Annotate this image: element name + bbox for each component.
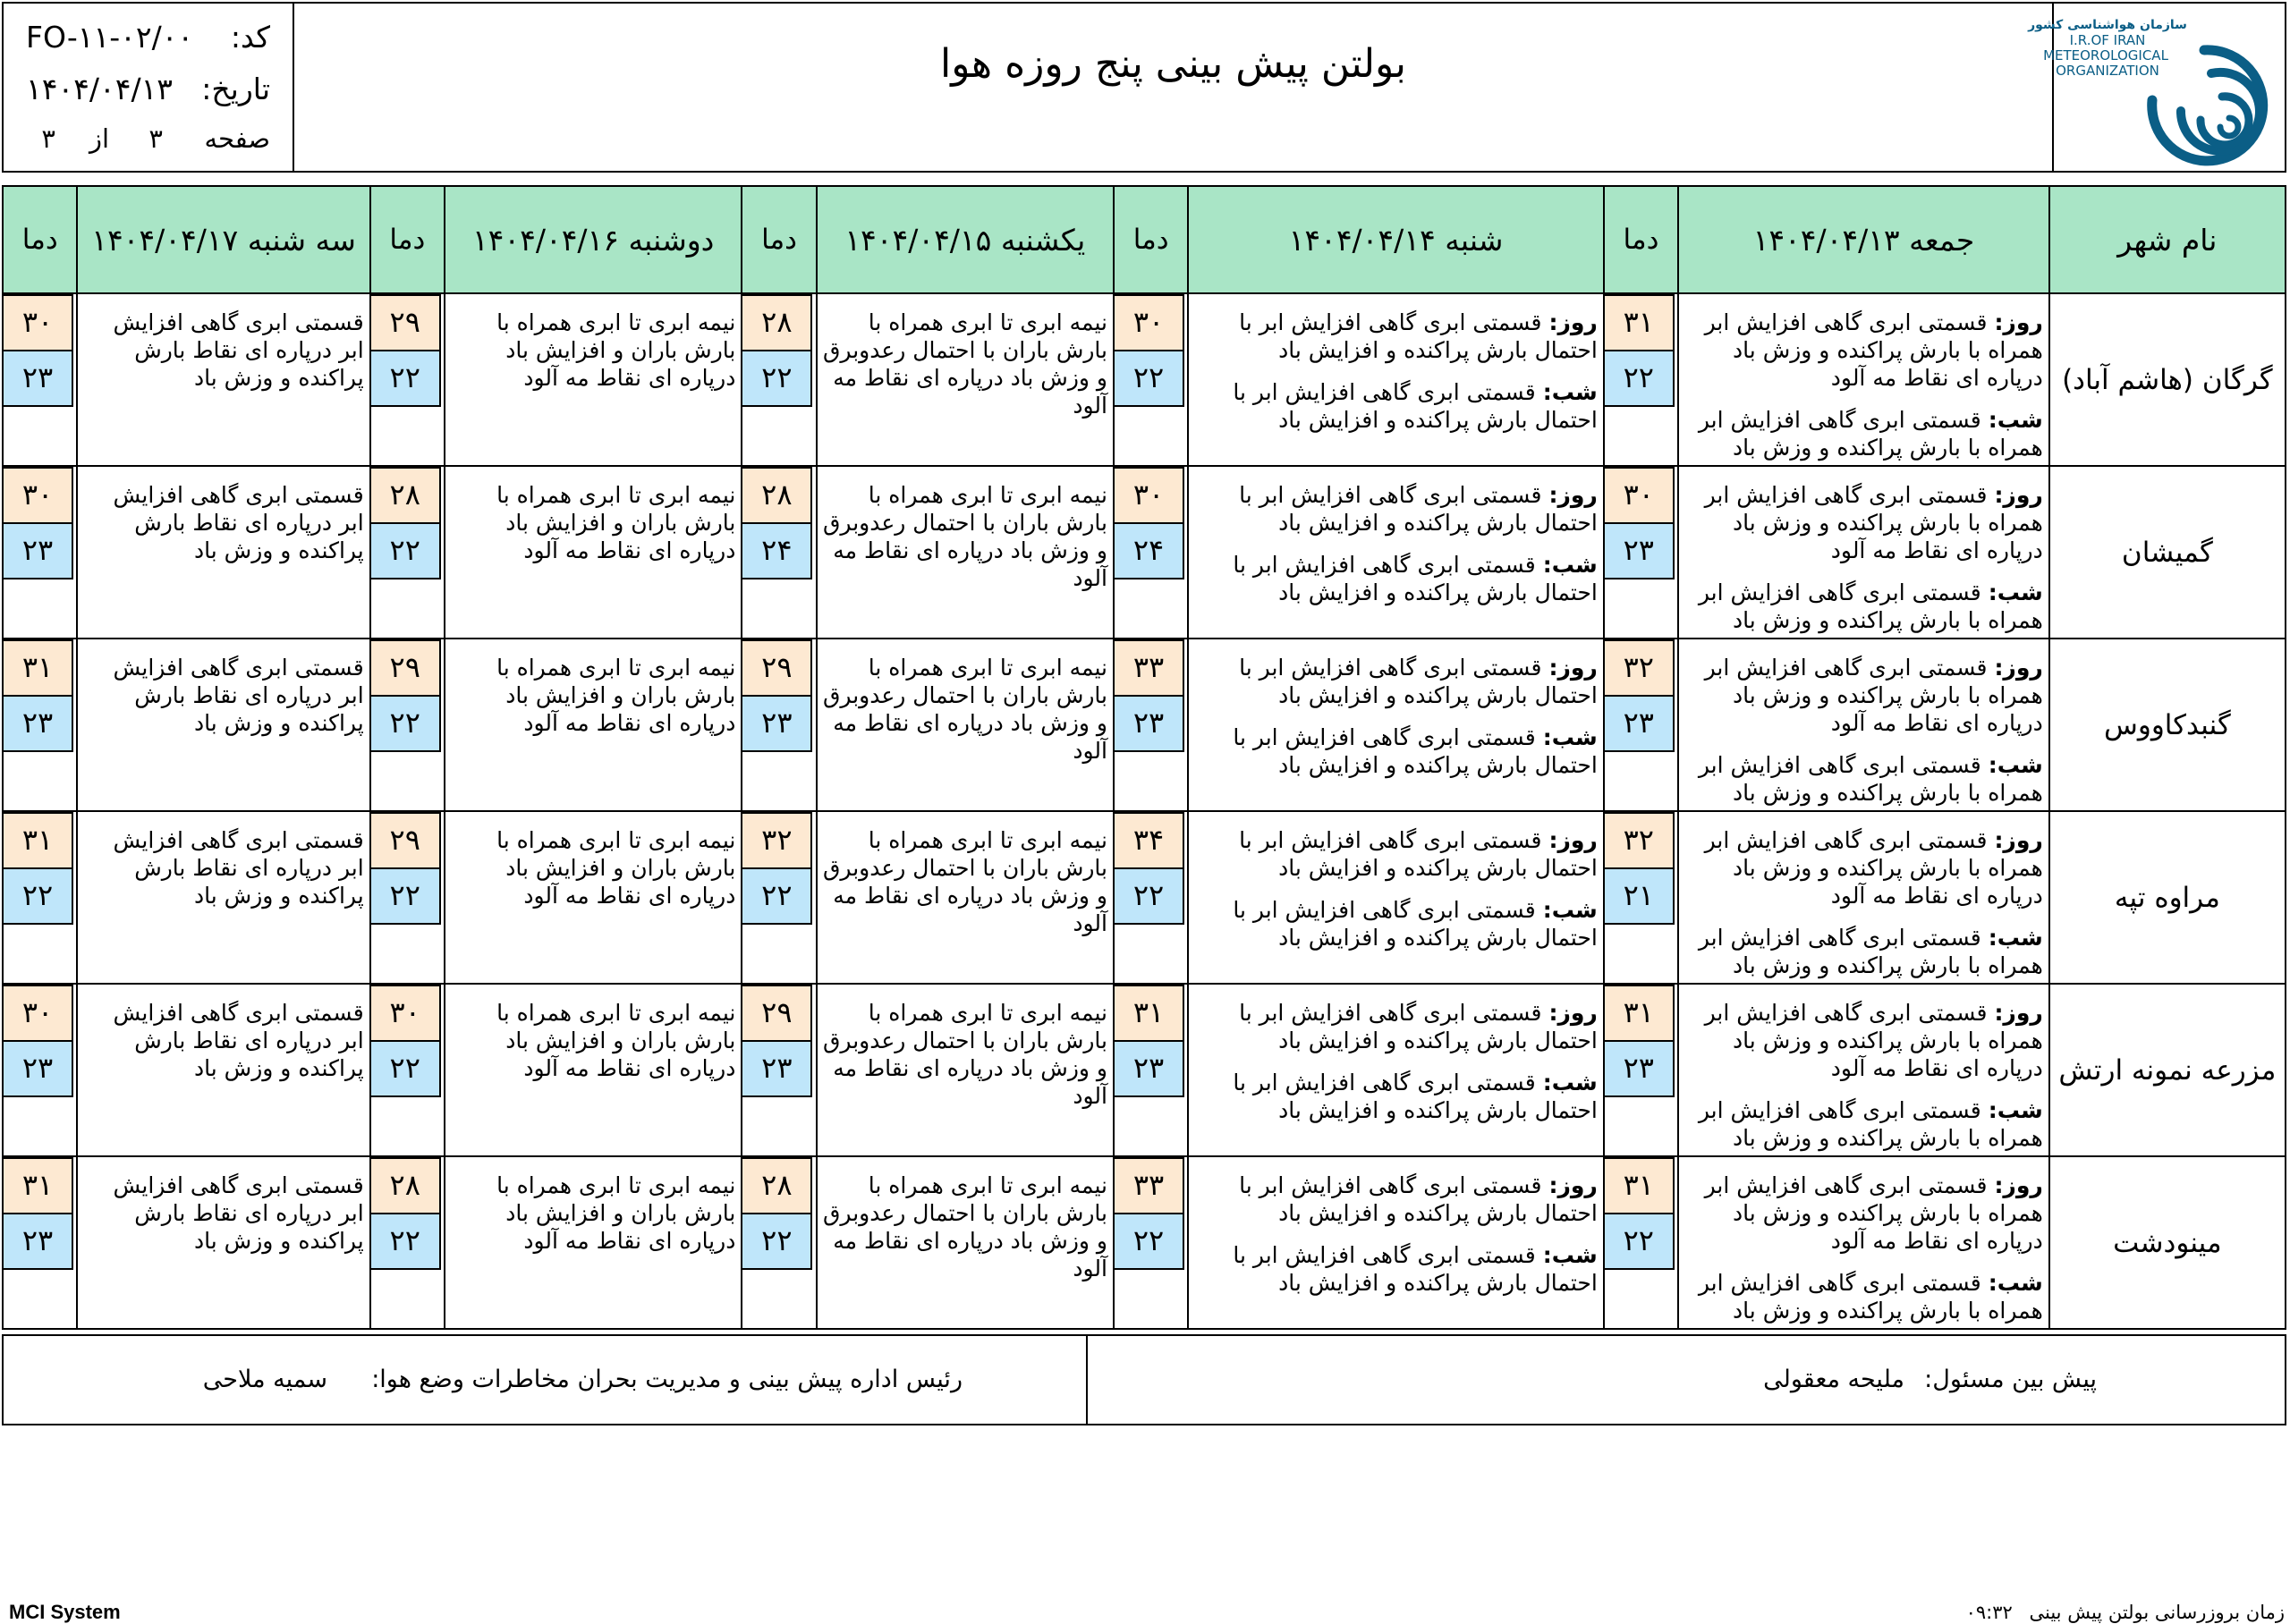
temp-cell xyxy=(742,811,816,984)
signature-block xyxy=(2,1334,2286,1425)
forecast-cell xyxy=(1678,466,2049,639)
max-temp: ۳۰ xyxy=(1603,467,1675,524)
temp-cell xyxy=(1604,466,1678,639)
day-forecast xyxy=(1194,654,1597,709)
table-header xyxy=(3,186,2286,293)
day-text: قسمتی ابری گاهی افزایش ابر با احتمال بارش پراکنده و افزایش باد xyxy=(1239,1000,1598,1053)
city-name: مزرعه نمونه ارتش xyxy=(2049,984,2286,1156)
min-temp: ۲۲ xyxy=(369,1040,441,1097)
day-text: قسمتی ابری گاهی افزایش ابر با احتمال بارش پراکنده و افزایش باد xyxy=(1239,827,1598,881)
day-forecast xyxy=(1684,1171,2043,1255)
temp-cell xyxy=(370,293,445,466)
max-temp: ۲۹ xyxy=(369,639,441,697)
forecast-cell: نیمه ابری تا ابری همراه با بارش باران و افزایش باد درپاره ای نقاط مه آلود xyxy=(445,293,742,466)
forecaster-label: پیش بین مسئول: xyxy=(1924,1366,2097,1393)
min-temp: ۲۲ xyxy=(2,867,73,925)
table-body xyxy=(3,293,2286,1329)
night-forecast xyxy=(1684,1269,2043,1324)
day-forecast xyxy=(1194,1171,1597,1227)
max-temp: ۳۲ xyxy=(1603,639,1675,697)
page-current: ۳ xyxy=(148,123,163,154)
day-forecast xyxy=(1194,309,1597,364)
night-text: قسمتی ابری گاهی افزایش ابر همراه با بارش پراکنده و وزش باد xyxy=(1698,925,2043,978)
forecast-cell: قسمتی ابری گاهی افزایش ابر درپاره ای نقاط بارش پراکنده و وزش باد xyxy=(77,811,369,984)
document-meta xyxy=(4,4,294,171)
min-temp: ۲۳ xyxy=(2,522,73,579)
temp-cell xyxy=(742,293,816,466)
forecast-cell xyxy=(1188,293,1603,466)
code-value: FO-۱۱-۰۲/۰۰ xyxy=(26,20,194,55)
min-temp: ۲۲ xyxy=(1113,867,1184,925)
night-label: شب: xyxy=(1988,1097,2043,1123)
date-value: ۱۴۰۴/۰۴/۱۳ xyxy=(26,72,174,106)
day-label: روز: xyxy=(1994,1172,2043,1198)
min-temp: ۲۲ xyxy=(1113,350,1184,407)
city-column-header: نام شهر xyxy=(2049,186,2286,293)
max-temp: ۳۱ xyxy=(2,812,73,869)
temp-cell xyxy=(1114,466,1188,639)
max-temp: ۲۸ xyxy=(741,467,812,524)
city-name: گمیشان xyxy=(2049,466,2286,639)
forecast-cell: قسمتی ابری گاهی افزایش ابر درپاره ای نقاط بارش پراکنده و وزش باد xyxy=(77,639,369,811)
min-temp: ۲۱ xyxy=(1603,867,1675,925)
night-text: قسمتی ابری گاهی افزایش ابر همراه با بارش پراکنده و وزش باد xyxy=(1698,1270,2043,1324)
temp-cell xyxy=(3,293,77,466)
page-of-label: از xyxy=(89,123,109,154)
forecast-cell: نیمه ابری تا ابری همراه با بارش باران با احتمال رعدوبرق و وزش باد درپاره ای نقاط مه آلود xyxy=(817,639,1114,811)
day-forecast xyxy=(1684,481,2043,564)
forecast-cell: نیمه ابری تا ابری همراه با بارش باران با احتمال رعدوبرق و وزش باد درپاره ای نقاط مه آلود xyxy=(817,811,1114,984)
night-text: قسمتی ابری گاهی افزایش ابر با احتمال بارش پراکنده و افزایش باد xyxy=(1233,897,1598,951)
night-forecast xyxy=(1194,1069,1597,1124)
night-forecast xyxy=(1194,896,1597,952)
day-forecast xyxy=(1194,999,1597,1054)
table-row xyxy=(3,293,2286,466)
temp-cell xyxy=(370,466,445,639)
system-name: MCI System xyxy=(9,1601,121,1623)
day-1-temp-header: دما xyxy=(1604,186,1678,293)
day-text: قسمتی ابری گاهی افزایش ابر همراه با بارش پراکنده و وزش باد درپاره ای نقاط مه آلود xyxy=(1704,827,2043,909)
forecast-cell xyxy=(1678,984,2049,1156)
day-label: روز: xyxy=(1548,1000,1598,1026)
min-temp: ۲۳ xyxy=(741,1040,812,1097)
forecast-cell: نیمه ابری تا ابری همراه با بارش باران و افزایش باد درپاره ای نقاط مه آلود xyxy=(445,466,742,639)
day-text: قسمتی ابری گاهی افزایش ابر با احتمال بارش پراکنده و افزایش باد xyxy=(1239,655,1598,708)
min-temp: ۲۲ xyxy=(741,350,812,407)
date-label: تاریخ: xyxy=(201,72,270,106)
night-label: شب: xyxy=(1988,752,2043,778)
max-temp: ۲۹ xyxy=(741,639,812,697)
day-5-header: سه شنبه ۱۴۰۴/۰۴/۱۷ xyxy=(77,186,369,293)
min-temp: ۲۴ xyxy=(741,522,812,579)
min-temp: ۲۲ xyxy=(369,867,441,925)
day-text: قسمتی ابری گاهی افزایش ابر با احتمال بارش پراکنده و افزایش باد xyxy=(1239,309,1598,363)
city-name: گرگان (هاشم آباد) xyxy=(2049,293,2286,466)
night-text: قسمتی ابری گاهی افزایش ابر همراه با بارش پراکنده و وزش باد xyxy=(1698,1097,2043,1151)
night-forecast xyxy=(1194,723,1597,779)
day-forecast xyxy=(1684,654,2043,737)
temp-cell xyxy=(1604,811,1678,984)
max-temp: ۳۱ xyxy=(2,1157,73,1214)
max-temp: ۳۱ xyxy=(1603,985,1675,1042)
temp-cell xyxy=(742,639,816,811)
page-total: ۳ xyxy=(41,123,55,154)
max-temp: ۳۰ xyxy=(2,985,73,1042)
forecast-cell: قسمتی ابری گاهی افزایش ابر درپاره ای نقاط بارش پراکنده و وزش باد xyxy=(77,984,369,1156)
city-name: گنبدکاووس xyxy=(2049,639,2286,811)
temp-cell xyxy=(742,1156,816,1329)
forecast-cell: نیمه ابری تا ابری همراه با بارش باران با احتمال رعدوبرق و وزش باد درپاره ای نقاط مه آلود xyxy=(817,1156,1114,1329)
min-temp: ۲۲ xyxy=(741,867,812,925)
max-temp: ۳۱ xyxy=(1603,294,1675,351)
max-temp: ۳۰ xyxy=(369,985,441,1042)
forecast-cell: قسمتی ابری گاهی افزایش ابر درپاره ای نقاط بارش پراکنده و وزش باد xyxy=(77,466,369,639)
table-row xyxy=(3,466,2286,639)
day-label: روز: xyxy=(1548,827,1598,853)
logo-text-line1: I.R.OF IRAN xyxy=(2069,32,2146,48)
day-label: روز: xyxy=(1548,1172,1598,1198)
update-time-label: زمان بروزرسانی بولتن پیش بینی xyxy=(2029,1602,2285,1623)
night-forecast xyxy=(1194,551,1597,606)
day-text: قسمتی ابری گاهی افزایش ابر همراه با بارش پراکنده و وزش باد درپاره ای نقاط مه آلود xyxy=(1704,655,2043,736)
max-temp: ۲۹ xyxy=(369,812,441,869)
forecast-cell: قسمتی ابری گاهی افزایش ابر درپاره ای نقاط بارش پراکنده و وزش باد xyxy=(77,293,369,466)
day-forecast xyxy=(1194,481,1597,537)
night-label: شب: xyxy=(1542,724,1598,750)
max-temp: ۳۴ xyxy=(1113,812,1184,869)
forecast-cell xyxy=(1188,466,1603,639)
forecaster-name: ملیحه معقولی xyxy=(1763,1366,1904,1393)
day-4-temp-header: دما xyxy=(370,186,445,293)
temp-cell xyxy=(1604,639,1678,811)
day-forecast xyxy=(1684,826,2043,909)
max-temp: ۳۱ xyxy=(2,639,73,697)
max-temp: ۲۸ xyxy=(741,294,812,351)
night-label: شب: xyxy=(1988,579,2043,605)
min-temp: ۲۳ xyxy=(2,1213,73,1270)
max-temp: ۳۱ xyxy=(1113,985,1184,1042)
day-forecast xyxy=(1194,826,1597,882)
forecast-cell xyxy=(1188,811,1603,984)
day-5-temp-header: دما xyxy=(3,186,77,293)
night-label: شب: xyxy=(1542,1070,1598,1095)
forecast-cell: نیمه ابری تا ابری همراه با بارش باران و افزایش باد درپاره ای نقاط مه آلود xyxy=(445,811,742,984)
day-label: روز: xyxy=(1994,655,2043,681)
night-label: شب: xyxy=(1542,1242,1598,1268)
night-label: شب: xyxy=(1542,897,1598,923)
temp-cell xyxy=(3,466,77,639)
max-temp: ۲۹ xyxy=(369,294,441,351)
night-label: شب: xyxy=(1542,552,1598,578)
day-3-header: یکشنبه ۱۴۰۴/۰۴/۱۵ xyxy=(817,186,1114,293)
night-forecast xyxy=(1194,378,1597,434)
forecast-cell: نیمه ابری تا ابری همراه با بارش باران با احتمال رعدوبرق و وزش باد درپاره ای نقاط مه آلود xyxy=(817,293,1114,466)
day-forecast xyxy=(1684,309,2043,392)
day-label: روز: xyxy=(1994,482,2043,508)
min-temp: ۲۳ xyxy=(1603,522,1675,579)
page-label: صفحه xyxy=(204,123,270,154)
max-temp: ۳۲ xyxy=(741,812,812,869)
night-text: قسمتی ابری گاهی افزایش ابر با احتمال بارش پراکنده و افزایش باد xyxy=(1233,379,1598,433)
temp-cell xyxy=(1114,639,1188,811)
day-2-header: شنبه ۱۴۰۴/۰۴/۱۴ xyxy=(1188,186,1603,293)
forecast-cell xyxy=(1678,639,2049,811)
min-temp: ۲۲ xyxy=(1113,1213,1184,1270)
city-name: مینودشت xyxy=(2049,1156,2286,1329)
page-row xyxy=(26,123,270,168)
day-text: قسمتی ابری گاهی افزایش ابر همراه با بارش پراکنده و وزش باد درپاره ای نقاط مه آلود xyxy=(1704,482,2043,563)
max-temp: ۳۳ xyxy=(1113,639,1184,697)
head-name: سمیه ملاحی xyxy=(202,1366,327,1393)
min-temp: ۲۳ xyxy=(2,1040,73,1097)
head-label: رئیس اداره پیش بینی و مدیریت بحران مخاطرات وضع هوا: xyxy=(371,1366,963,1393)
night-text: قسمتی ابری گاهی افزایش ابر با احتمال بارش پراکنده و افزایش باد xyxy=(1233,724,1598,778)
day-1-header: جمعه ۱۴۰۴/۰۴/۱۳ xyxy=(1678,186,2049,293)
temp-cell xyxy=(3,639,77,811)
night-forecast xyxy=(1194,1241,1597,1297)
temp-cell xyxy=(370,811,445,984)
night-label: شب: xyxy=(1988,407,2043,433)
day-text: قسمتی ابری گاهی افزایش ابر با احتمال بارش پراکنده و افزایش باد xyxy=(1239,1172,1598,1226)
table-row xyxy=(3,1156,2286,1329)
temp-cell xyxy=(1604,293,1678,466)
night-text: قسمتی ابری گاهی افزایش ابر با احتمال بارش پراکنده و افزایش باد xyxy=(1233,552,1598,605)
forecaster-section xyxy=(1086,1336,2285,1424)
night-forecast xyxy=(1684,924,2043,979)
max-temp: ۳۳ xyxy=(1113,1157,1184,1214)
max-temp: ۳۱ xyxy=(1603,1157,1675,1214)
header-row xyxy=(3,186,2286,293)
day-label: روز: xyxy=(1994,827,2043,853)
min-temp: ۲۳ xyxy=(1113,1040,1184,1097)
day-3-temp-header: دما xyxy=(742,186,816,293)
table-row xyxy=(3,639,2286,811)
temp-cell xyxy=(3,811,77,984)
day-label: روز: xyxy=(1994,309,2043,335)
temp-cell xyxy=(742,984,816,1156)
night-forecast xyxy=(1684,751,2043,807)
table-row xyxy=(3,984,2286,1156)
min-temp: ۲۲ xyxy=(1603,350,1675,407)
table-row xyxy=(3,811,2286,984)
day-4-header: دوشنبه ۱۴۰۴/۰۴/۱۶ xyxy=(445,186,742,293)
bulletin-header xyxy=(2,2,2286,173)
forecast-table xyxy=(2,185,2286,1330)
temp-cell xyxy=(370,984,445,1156)
night-text: قسمتی ابری گاهی افزایش ابر همراه با بارش پراکنده و وزش باد xyxy=(1698,407,2043,461)
min-temp: ۲۲ xyxy=(369,1213,441,1270)
temp-cell xyxy=(370,639,445,811)
night-forecast xyxy=(1684,1096,2043,1152)
day-label: روز: xyxy=(1548,482,1598,508)
city-name: مراوه تپه xyxy=(2049,811,2286,984)
day-text: قسمتی ابری گاهی افزایش ابر همراه با بارش پراکنده و وزش باد درپاره ای نقاط مه آلود xyxy=(1704,1000,2043,1081)
forecast-cell: نیمه ابری تا ابری همراه با بارش باران و افزایش باد درپاره ای نقاط مه آلود xyxy=(445,1156,742,1329)
night-text: قسمتی ابری گاهی افزایش ابر همراه با بارش پراکنده و وزش باد xyxy=(1698,579,2043,633)
code-row xyxy=(26,20,270,64)
forecast-cell: نیمه ابری تا ابری همراه با بارش باران و افزایش باد درپاره ای نقاط مه آلود xyxy=(445,639,742,811)
min-temp: ۲۲ xyxy=(369,350,441,407)
min-temp: ۲۳ xyxy=(1603,695,1675,752)
day-text: قسمتی ابری گاهی افزایش ابر همراه با بارش پراکنده و وزش باد درپاره ای نقاط مه آلود xyxy=(1704,309,2043,391)
day-label: روز: xyxy=(1548,309,1598,335)
logo-text-line3: ORGANIZATION xyxy=(2056,63,2159,79)
night-label: شب: xyxy=(1542,379,1598,405)
max-temp: ۳۲ xyxy=(1603,812,1675,869)
temp-cell xyxy=(3,1156,77,1329)
forecast-cell xyxy=(1188,1156,1603,1329)
day-label: روز: xyxy=(1994,1000,2043,1026)
night-text: قسمتی ابری گاهی افزایش ابر همراه با بارش پراکنده و وزش باد xyxy=(1698,752,2043,806)
day-2-temp-header: دما xyxy=(1114,186,1188,293)
night-text: قسمتی ابری گاهی افزایش ابر با احتمال بارش پراکنده و افزایش باد xyxy=(1233,1070,1598,1123)
day-forecast xyxy=(1684,999,2043,1082)
update-time-row xyxy=(1966,1602,2285,1623)
night-forecast xyxy=(1684,579,2043,634)
update-time-value: ۰۹:۳۲ xyxy=(1965,1602,2013,1623)
logo-text-line2: METEOROLOGICAL xyxy=(2043,47,2168,63)
min-temp: ۲۲ xyxy=(369,695,441,752)
min-temp: ۲۲ xyxy=(369,522,441,579)
date-row xyxy=(26,72,270,116)
forecast-cell: قسمتی ابری گاهی افزایش ابر درپاره ای نقاط بارش پراکنده و وزش باد xyxy=(77,1156,369,1329)
iran-meteorological-organization-logo xyxy=(2028,4,2283,171)
forecast-cell xyxy=(1678,811,2049,984)
max-temp: ۲۸ xyxy=(369,467,441,524)
temp-cell xyxy=(370,1156,445,1329)
night-label: شب: xyxy=(1988,925,2043,951)
max-temp: ۳۰ xyxy=(2,467,73,524)
min-temp: ۲۳ xyxy=(1113,695,1184,752)
day-text: قسمتی ابری گاهی افزایش ابر همراه با بارش پراکنده و وزش باد درپاره ای نقاط مه آلود xyxy=(1704,1172,2043,1254)
logo-box xyxy=(2028,4,2285,171)
min-temp: ۲۲ xyxy=(741,1213,812,1270)
temp-cell xyxy=(742,466,816,639)
forecast-cell: نیمه ابری تا ابری همراه با بارش باران و افزایش باد درپاره ای نقاط مه آلود xyxy=(445,984,742,1156)
min-temp: ۲۳ xyxy=(2,350,73,407)
forecast-cell xyxy=(1188,639,1603,811)
forecast-cell xyxy=(1678,1156,2049,1329)
max-temp: ۲۹ xyxy=(741,985,812,1042)
night-text: قسمتی ابری گاهی افزایش ابر با احتمال بارش پراکنده و افزایش باد xyxy=(1233,1242,1598,1296)
forecast-cell xyxy=(1678,293,2049,466)
min-temp: ۲۳ xyxy=(2,695,73,752)
temp-cell xyxy=(1604,1156,1678,1329)
max-temp: ۲۸ xyxy=(369,1157,441,1214)
min-temp: ۲۳ xyxy=(1603,1040,1675,1097)
night-forecast xyxy=(1684,406,2043,461)
min-temp: ۲۴ xyxy=(1113,522,1184,579)
forecast-cell: نیمه ابری تا ابری همراه با بارش باران با احتمال رعدوبرق و وزش باد درپاره ای نقاط مه آلود xyxy=(817,466,1114,639)
max-temp: ۳۰ xyxy=(1113,467,1184,524)
head-section xyxy=(4,1336,1088,1424)
temp-cell xyxy=(1604,984,1678,1156)
max-temp: ۲۸ xyxy=(741,1157,812,1214)
min-temp: ۲۳ xyxy=(741,695,812,752)
temp-cell xyxy=(3,984,77,1156)
page-title: بولتن پیش بینی پنج روزه هوا xyxy=(939,41,1407,87)
temp-cell xyxy=(1114,1156,1188,1329)
temp-cell xyxy=(1114,811,1188,984)
code-label: کد: xyxy=(230,20,270,55)
forecast-cell xyxy=(1188,984,1603,1156)
day-text: قسمتی ابری گاهی افزایش ابر با احتمال بارش پراکنده و افزایش باد xyxy=(1239,482,1598,536)
forecast-cell: نیمه ابری تا ابری همراه با بارش باران با احتمال رعدوبرق و وزش باد درپاره ای نقاط مه آلود xyxy=(817,984,1114,1156)
day-label: روز: xyxy=(1548,655,1598,681)
temp-cell xyxy=(1114,984,1188,1156)
logo-text-fa: سازمان هواشناسی کشور xyxy=(2028,18,2187,32)
max-temp: ۳۰ xyxy=(2,294,73,351)
temp-cell xyxy=(1114,293,1188,466)
max-temp: ۳۰ xyxy=(1113,294,1184,351)
night-label: شب: xyxy=(1988,1270,2043,1296)
min-temp: ۲۲ xyxy=(1603,1213,1675,1270)
